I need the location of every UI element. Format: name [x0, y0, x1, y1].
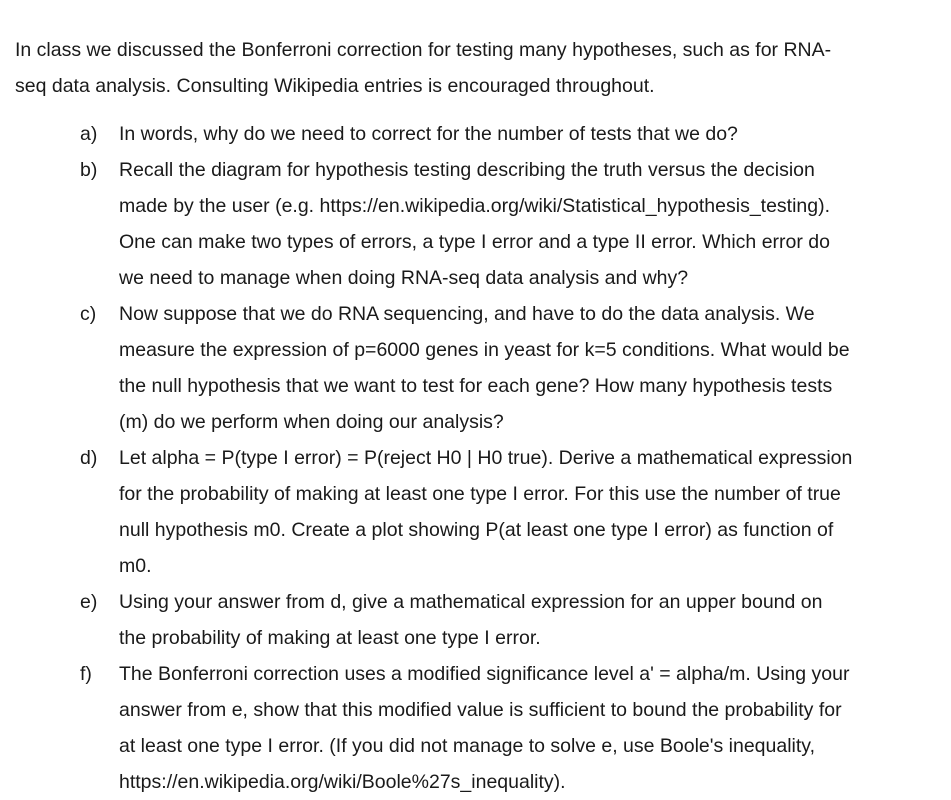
question-line: Recall the diagram for hypothesis testing describing the truth versus the decision: [119, 159, 815, 181]
question-line: at least one type I error. (If you did not manage to solve e, use Boole's inequality,: [119, 735, 816, 757]
question-text: [119, 116, 919, 152]
question-line: the null hypothesis that we want to test for each gene? How many hypothesis tests: [119, 375, 833, 397]
question-label: a): [80, 123, 98, 145]
intro-line: In class we discussed the Bonferroni correction for testing many hypotheses, such as for RNA-: [15, 39, 832, 61]
question-line: (m) do we perform when doing our analysis?: [119, 411, 504, 433]
question-line: The Bonferroni correction uses a modified significance level a' = alpha/m. Using your: [119, 663, 850, 685]
question-line: made by the user (e.g. https://en.wikipedia.org/wiki/Statistical_hypothesis_testing).: [119, 195, 831, 217]
intro-paragraph: [15, 32, 935, 104]
question-b: [0, 152, 919, 296]
question-line: In words, why do we need to correct for the number of tests that we do?: [119, 123, 738, 145]
question-label: c): [80, 303, 97, 325]
question-line: null hypothesis m0. Create a plot showing P(at least one type I error) as function of: [119, 519, 834, 541]
question-text: [119, 440, 919, 584]
question-label: b): [80, 159, 98, 181]
question-text: [119, 152, 919, 296]
question-text: [119, 296, 919, 440]
question-e: [0, 584, 919, 656]
question-label: d): [80, 447, 98, 469]
question-line: we need to manage when doing RNA-seq data analysis and why?: [119, 267, 689, 289]
question-line: Let alpha = P(type I error) = P(reject H0 | H0 true). Derive a mathematical expression: [119, 447, 853, 469]
question-line: https://en.wikipedia.org/wiki/Boole%27s_inequality).: [119, 771, 566, 793]
question-line: the probability of making at least one type I error.: [119, 627, 541, 649]
question-line: m0.: [119, 555, 152, 577]
question-line: One can make two types of errors, a type I error and a type II error. Which error do: [119, 231, 830, 253]
question-d: [0, 440, 919, 584]
question-line: answer from e, show that this modified value is sufficient to bound the probability for: [119, 699, 842, 721]
question-line: Using your answer from d, give a mathematical expression for an upper bound on: [119, 591, 823, 613]
question-label: f): [80, 663, 92, 685]
intro-line: seq data analysis. Consulting Wikipedia entries is encouraged throughout.: [15, 75, 655, 97]
question-line: Now suppose that we do RNA sequencing, and have to do the data analysis. We: [119, 303, 815, 325]
question-c: [0, 296, 919, 440]
question-text: [119, 584, 919, 656]
question-line: measure the expression of p=6000 genes in yeast for k=5 conditions. What would be: [119, 339, 850, 361]
question-a: [0, 116, 919, 152]
question-label: e): [80, 591, 98, 613]
question-list: [0, 116, 951, 800]
question-f: [0, 656, 919, 800]
question-text: [119, 656, 919, 800]
question-line: for the probability of making at least one type I error. For this use the number of true: [119, 483, 841, 505]
